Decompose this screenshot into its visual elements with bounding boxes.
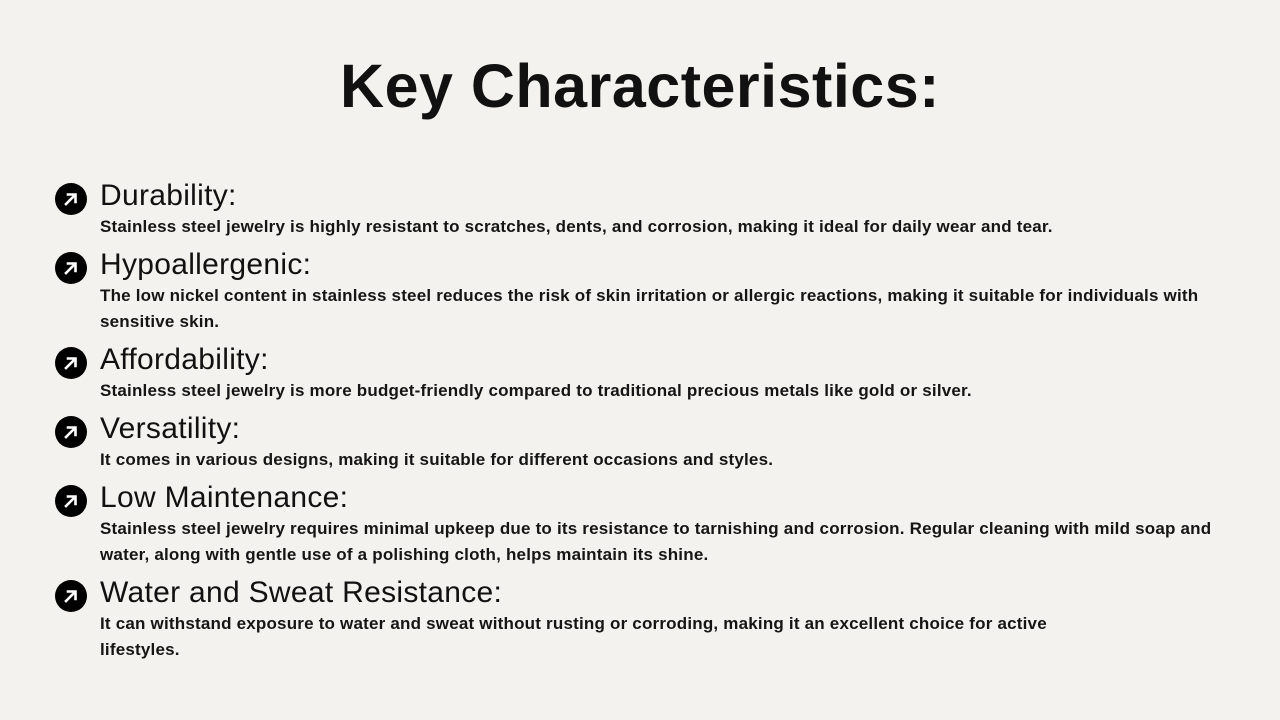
item-heading: Affordability: [100,343,269,376]
item-description: Stainless steel jewelry is more budget-friendly compared to traditional precious metals like gold or silver. [100,381,972,400]
arrow-up-right-icon [55,485,87,517]
item-description: It comes in various designs, making it suitable for different occasions and styles. [100,450,774,469]
list-item [55,247,1220,334]
arrow-up-right-icon [55,416,87,448]
item-heading: Hypoallergenic: [100,248,312,281]
item-description: It can withstand exposure to water and sweat without rusting or corroding, making it an excellent choice for active lifestyles. [100,614,1047,659]
list-item [55,342,972,404]
list-item [55,480,1240,567]
item-heading: Versatility: [100,412,241,445]
list-item [55,575,1130,662]
item-heading: Durability: [100,179,237,212]
item-heading: Low Maintenance: [100,481,349,514]
arrow-up-right-icon [55,183,87,215]
item-heading: Water and Sweat Resistance: [100,576,503,609]
arrow-up-right-icon [55,252,87,284]
item-description: Stainless steel jewelry is highly resistant to scratches, dents, and corrosion, making it ideal for daily wear and tear. [100,217,1053,236]
slide-title: Key Characteristics: [340,52,940,120]
item-description: Stainless steel jewelry requires minimal upkeep due to its resistance to tarnishing and corrosion. Regular cleaning with mild soap and water, along with gentle use of a polishing cloth, helps maintain its shine. [100,519,1212,564]
arrow-up-right-icon [55,347,87,379]
list-item [55,411,773,473]
item-description: The low nickel content in stainless steel reduces the risk of skin irritation or allergic reactions, making it suitable for individuals with sensitive skin. [100,286,1199,331]
arrow-up-right-icon [55,580,87,612]
list-item [55,178,1053,240]
